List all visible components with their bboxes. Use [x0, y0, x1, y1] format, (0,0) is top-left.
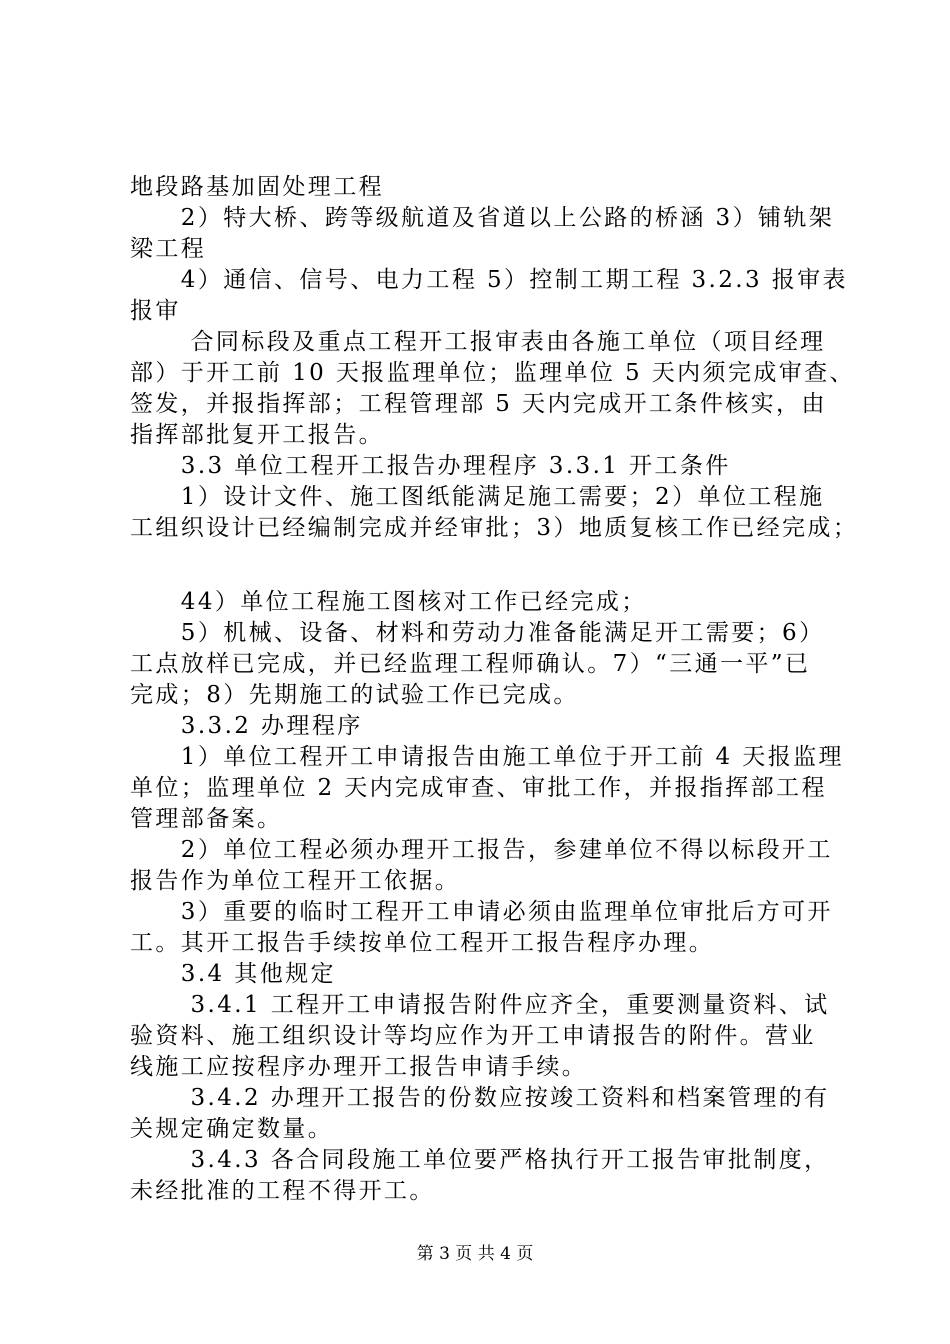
text-line: 3.4.3 各合同段施工单位要严格执行开工报告审批制度， — [130, 1147, 830, 1173]
text-line: 3.4 其他规定 — [130, 961, 336, 987]
text-line: 5）机械、设备、材料和劳动力准备能满足开工需要；6） — [130, 620, 825, 646]
text-line: 线施工应按程序办理开工报告申请手续。 — [130, 1054, 588, 1080]
text-line: 报告作为单位工程开工依据。 — [130, 868, 461, 894]
text-line: 未经批准的工程不得开工。 — [130, 1178, 435, 1204]
text-line: 3.3 单位工程开工报告办理程序 3.3.1 开工条件 — [130, 453, 731, 479]
text-line: 44）单位工程施工图核对工作已经完成； — [130, 589, 647, 615]
page-footer — [0, 1242, 950, 1266]
text-line: 4）通信、信号、电力工程 5）控制工期工程 3.2.3 报审表 — [130, 267, 848, 293]
text-line: 合同标段及重点工程开工报审表由各施工单位（项目经理 — [130, 329, 826, 355]
text-line: 3.4.2 办理开工报告的份数应按竣工资料和档案管理的有 — [130, 1085, 830, 1111]
page-indicator: 第 3 页 共 4 页 — [416, 1244, 534, 1264]
text-line: 2）特大桥、跨等级航道及省道以上公路的桥涵 3）铺轨架 — [130, 205, 835, 231]
text-line: 完成；8）先期施工的试验工作已完成。 — [130, 682, 579, 708]
text-line: 指挥部批复开工报告。 — [130, 422, 384, 448]
text-line: 验资料、施工组织设计等均应作为开工申请报告的附件。营业 — [130, 1023, 816, 1049]
text-line: 地段路基加固处理工程 — [130, 174, 384, 200]
document-body — [130, 172, 859, 1207]
text-line: 关规定确定数量。 — [130, 1116, 334, 1142]
text-line: 工组织设计已经编制完成并经审批；3）地质复核工作已经完成； — [130, 515, 859, 541]
text-line: 工。其开工报告手续按单位工程开工报告程序办理。 — [130, 930, 715, 956]
text-line: 单位；监理单位 2 天内完成审查、审批工作，并报指挥部工程 — [130, 775, 827, 801]
text-line: 管理部备案。 — [130, 806, 283, 832]
text-line: 梁工程 — [130, 236, 207, 262]
text-line: 报审 — [130, 298, 181, 324]
text-line: 3.3.2 办理程序 — [130, 713, 363, 739]
text-line: 2）单位工程必须办理开工报告，参建单位不得以标段开工 — [130, 837, 833, 863]
text-line: 1）单位工程开工申请报告由施工单位于开工前 4 天报监理 — [130, 744, 844, 770]
text-line: 工点放样已完成，并已经监理工程师确认。7）“三通一平”已 — [130, 651, 811, 677]
text-line: 签发，并报指挥部；工程管理部 5 天内完成开工条件核实，由 — [130, 391, 827, 417]
text-line: 部）于开工前 10 天报监理单位；监理单位 5 天内须完成审查、 — [130, 360, 855, 386]
text-line: 3）重要的临时工程开工申请必须由监理单位审批后方可开 — [130, 899, 833, 925]
text-line: 3.4.1 工程开工申请报告附件应齐全，重要测量资料、试 — [130, 992, 830, 1018]
paragraph-gap — [130, 544, 846, 587]
text-line: 1）设计文件、施工图纸能满足施工需要；2）单位工程施 — [130, 484, 825, 510]
